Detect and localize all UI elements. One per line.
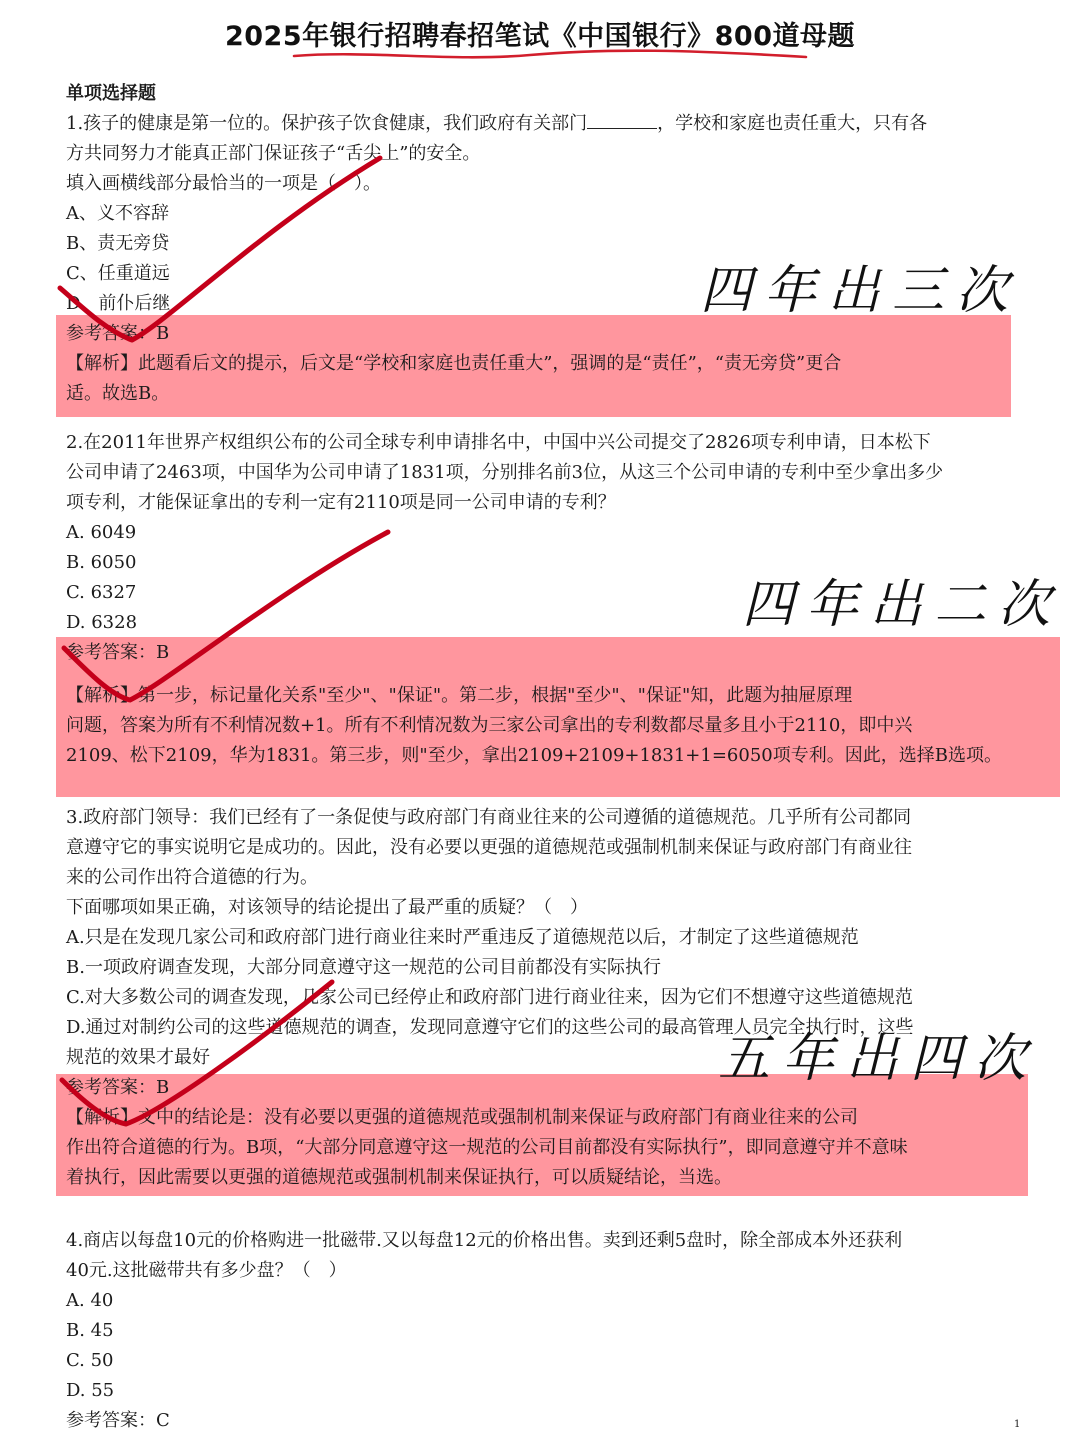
q1-option-b: B、责无旁贷 (66, 233, 170, 254)
q3-option-d-line-1: D.通过对制约公司的这些道德规范的调查，发现同意遵守它们的这些公司的最高管理人员完全执行时，这些 (66, 1017, 914, 1038)
note-q1: 四年出三次 (700, 261, 1021, 321)
fill-blank (587, 110, 657, 129)
q3-analysis-line-1: 【解析】文中的结论是：没有必要以更强的道德规范或强制机制来保证与政府部门有商业往来的公司 (66, 1107, 858, 1128)
q1-stem-line-1: 1.孩子的健康是第一位的。保护孩子饮食健康，我们政府有关部门 ，学校和家庭也责任重大，只有各 (66, 109, 927, 139)
q2-analysis-line-1: 【解析】第一步，标记量化关系"至少"、"保证"。第二步，根据"至少"、"保证"知，此题为抽屉原理 (66, 685, 853, 706)
q2-stem-line-3: 项专利，才能保证拿出的专利一定有2110项是同一公司申请的专利？ (66, 492, 616, 513)
q3-analysis-line-2: 作出符合道德的行为。B项，“大部分同意遵守这一规范的公司目前都没有实际执行”，即同意遵守并不意味 (66, 1137, 908, 1158)
q4-answer: 参考答案：C (66, 1410, 170, 1431)
q3-stem-line-1: 3.政府部门领导：我们已经有了一条促使与政府部门有商业往来的公司遵循的道德规范。几乎所有公司都同 (66, 807, 912, 828)
page-title: 2025年银行招聘春招笔试《中国银行》800道母题 (224, 21, 855, 52)
q2-option-c: C. 6327 (66, 582, 137, 603)
q3-stem-line-2: 意遵守它的事实说明它是成功的。因此，没有必要以更强的道德规范或强制机制来保证与政府部门有商业往 (66, 837, 912, 858)
q2-analysis-line-3: 2109、松下2109，华为1831。第三步，则"至少，拿出2109+2109+1831+1=6050项专利。因此，选择B选项。 (66, 745, 1002, 766)
q3-option-a: A.只是在发现几家公司和政府部门进行商业往来时严重违反了道德规范以后，才制定了这些道德规范 (66, 927, 859, 948)
q4-option-b: B. 45 (66, 1320, 114, 1341)
q2-analysis-line-2: 问题，答案为所有不利情况数+1。所有不利情况数为三家公司拿出的专利数都尽量多且小于2110，即中兴 (66, 715, 913, 736)
title-underline (290, 48, 810, 64)
q2-option-a: A. 6049 (66, 522, 137, 543)
q3-option-d-line-2: 规范的效果才最好 (66, 1047, 210, 1068)
q1-analysis-line-2: 适。故选B。 (66, 383, 170, 404)
q4-option-c: C. 50 (66, 1350, 114, 1371)
q4-option-d: D. 55 (66, 1380, 115, 1401)
q3-option-c: C.对大多数公司的调查发现，几家公司已经停止和政府部门进行商业往来，因为它们不想遵守这些道德规范 (66, 987, 913, 1008)
q3-stem-line-3: 来的公司作出符合道德的行为。 (66, 867, 318, 888)
q1-answer: 参考答案：B (66, 323, 170, 344)
q4-stem-line-1: 4.商店以每盘10元的价格购进一批磁带.又以每盘12元的价格出售。卖到还剩5盘时，除全部成本外还获利 (66, 1230, 903, 1251)
q4-option-a: A. 40 (66, 1290, 114, 1311)
q3-stem-line-4: 下面哪项如果正确，对该领导的结论提出了最严重的质疑？（ ） (66, 897, 588, 918)
q2-stem-line-2: 公司申请了2463项，中国华为公司申请了1831项，分别排名前3位，从这三个公司申请的专利中至少拿出多少 (66, 462, 944, 483)
q1-option-d: D、前仆后继 (66, 293, 171, 314)
q4-stem-line-2: 40元.这批磁带共有多少盘？（ ） (66, 1260, 347, 1281)
q1-option-c: C、任重道远 (66, 263, 170, 284)
q2-option-b: B. 6050 (66, 552, 137, 573)
note-q3: 五年出四次 (718, 1029, 1039, 1089)
section-heading: 单项选择题 (66, 83, 156, 104)
q3-option-b: B.一项政府调查发现，大部分同意遵守这一规范的公司目前都没有实际执行 (66, 957, 661, 978)
q2-stem-line-1: 2.在2011年世界产权组织公布的公司全球专利申请排名中，中国中兴公司提交了2826项专利申请，日本松下 (66, 432, 931, 453)
q3-analysis-line-3: 着执行，因此需要以更强的道德规范或强制机制来保证执行，可以质疑结论，当选。 (66, 1167, 732, 1188)
q1-option-a: A、义不容辞 (66, 203, 169, 224)
q2-answer: 参考答案：B (66, 642, 170, 663)
note-q2: 四年出二次 (742, 575, 1063, 635)
page-number: 1 (1014, 1419, 1021, 1430)
q1-stem-line-3: 填入画横线部分最恰当的一项是（ ）。 (66, 173, 381, 194)
q3-answer: 参考答案：B (66, 1077, 170, 1098)
q2-option-d: D. 6328 (66, 612, 138, 633)
q1-stem-line-2: 方共同努力才能真正部门保证孩子“舌尖上”的安全。 (66, 143, 481, 164)
q1-analysis-line-1: 【解析】此题看后文的提示，后文是“学校和家庭也责任重大”，强调的是“责任”，“责无旁贷”更合 (66, 353, 842, 374)
